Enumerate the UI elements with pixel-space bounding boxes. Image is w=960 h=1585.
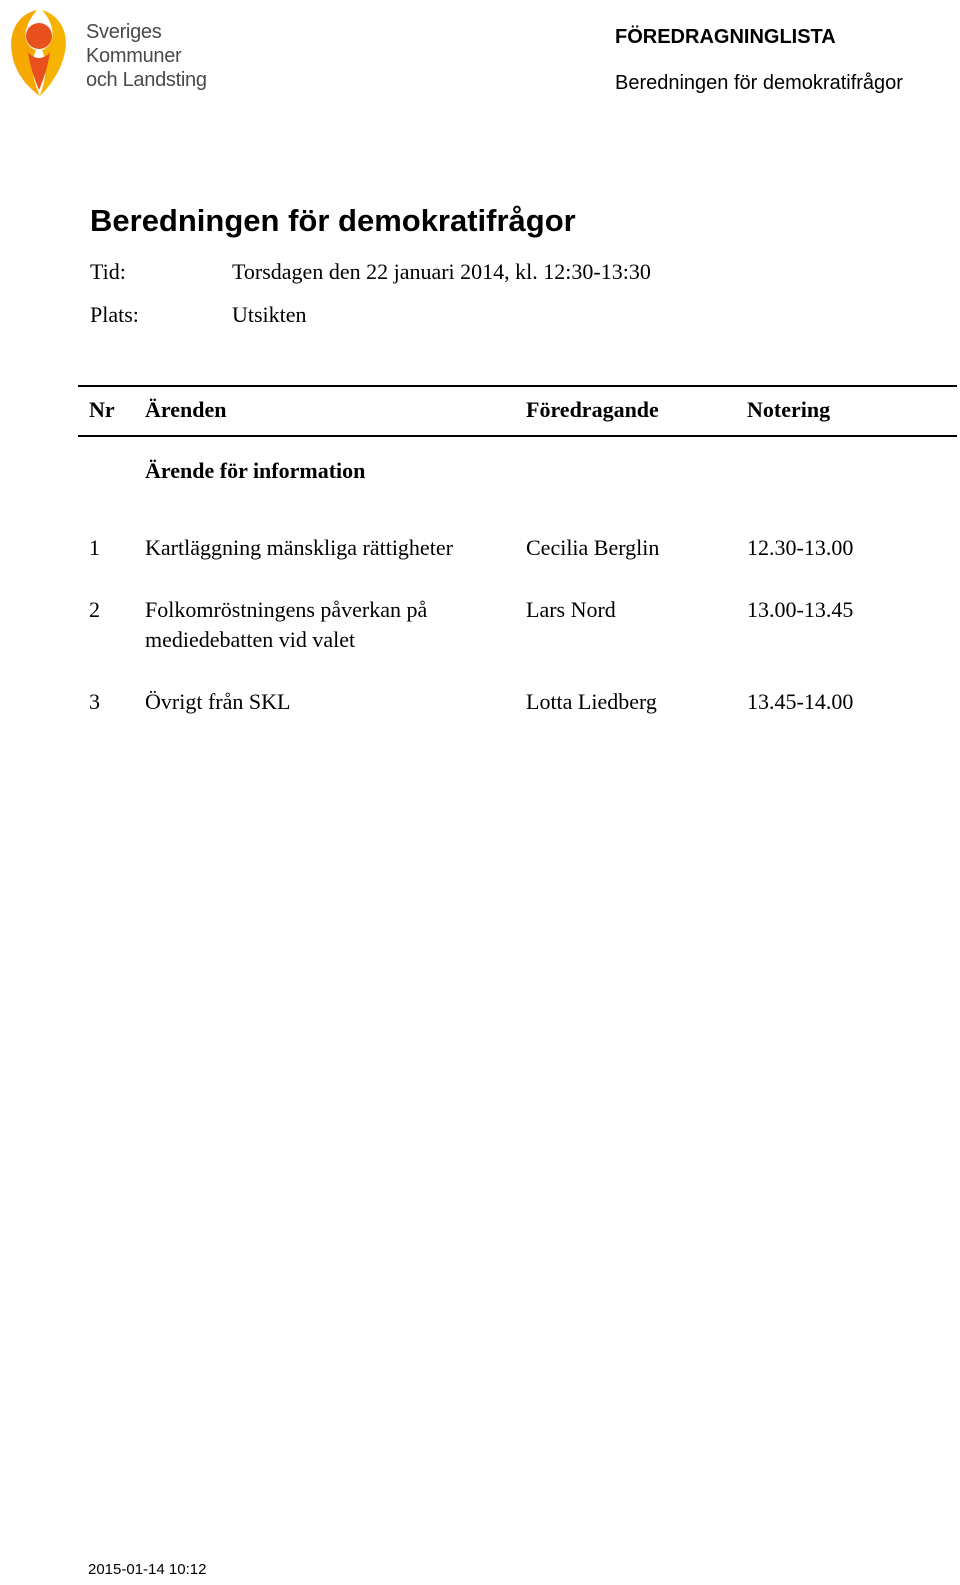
table-row-1-nr: 1 — [89, 535, 100, 560]
document-header — [615, 25, 903, 95]
organization-logo — [4, 6, 224, 98]
table-top-rule — [78, 385, 957, 387]
table-row-1-arende: Kartläggning mänskliga rättigheter — [145, 535, 453, 560]
document-type: FÖREDRAGNINGLISTA — [615, 26, 836, 48]
time-value: Torsdagen den 22 januari 2014, kl. 12:30-13:30 — [232, 259, 651, 284]
column-header-arenden: Ärenden — [145, 397, 227, 422]
table-row-3-notering: 13.45-14.00 — [747, 689, 854, 714]
column-header-notering: Notering — [747, 397, 831, 422]
logo-wordmark: Sveriges Kommuner och Landsting — [86, 21, 207, 91]
table-header-rule — [78, 435, 957, 437]
column-header-foredragande: Föredragande — [526, 397, 659, 422]
section-title: Ärende för information — [145, 458, 366, 483]
table-row-2-nr: 2 — [89, 597, 100, 622]
committee-name: Beredningen för demokratifrågor — [615, 72, 903, 94]
time-label: Tid: — [90, 259, 126, 284]
place-label: Plats: — [90, 302, 139, 327]
place-value: Utsikten — [232, 302, 307, 327]
flame-figure-icon — [4, 6, 74, 98]
footer-timestamp: 2015-01-14 10:12 — [88, 1561, 207, 1578]
table-row-1-foredragande: Cecilia Berglin — [526, 535, 660, 560]
table-row-3-arende: Övrigt från SKL — [145, 689, 291, 714]
column-header-nr: Nr — [89, 397, 115, 422]
table-row-3-foredragande: Lotta Liedberg — [526, 689, 657, 714]
table-row-2-arende-line-2: mediedebatten vid valet — [145, 627, 356, 652]
table-row-2-notering: 13.00-13.45 — [747, 597, 854, 622]
page-title: Beredningen för demokratifrågor — [90, 203, 576, 238]
table-row-2-foredragande: Lars Nord — [526, 597, 616, 622]
table-row-1-notering: 12.30-13.00 — [747, 535, 854, 560]
table-row-3-nr: 3 — [89, 689, 100, 714]
table-row-2-arende-line-1: Folkomröstningens påverkan på — [145, 597, 428, 622]
